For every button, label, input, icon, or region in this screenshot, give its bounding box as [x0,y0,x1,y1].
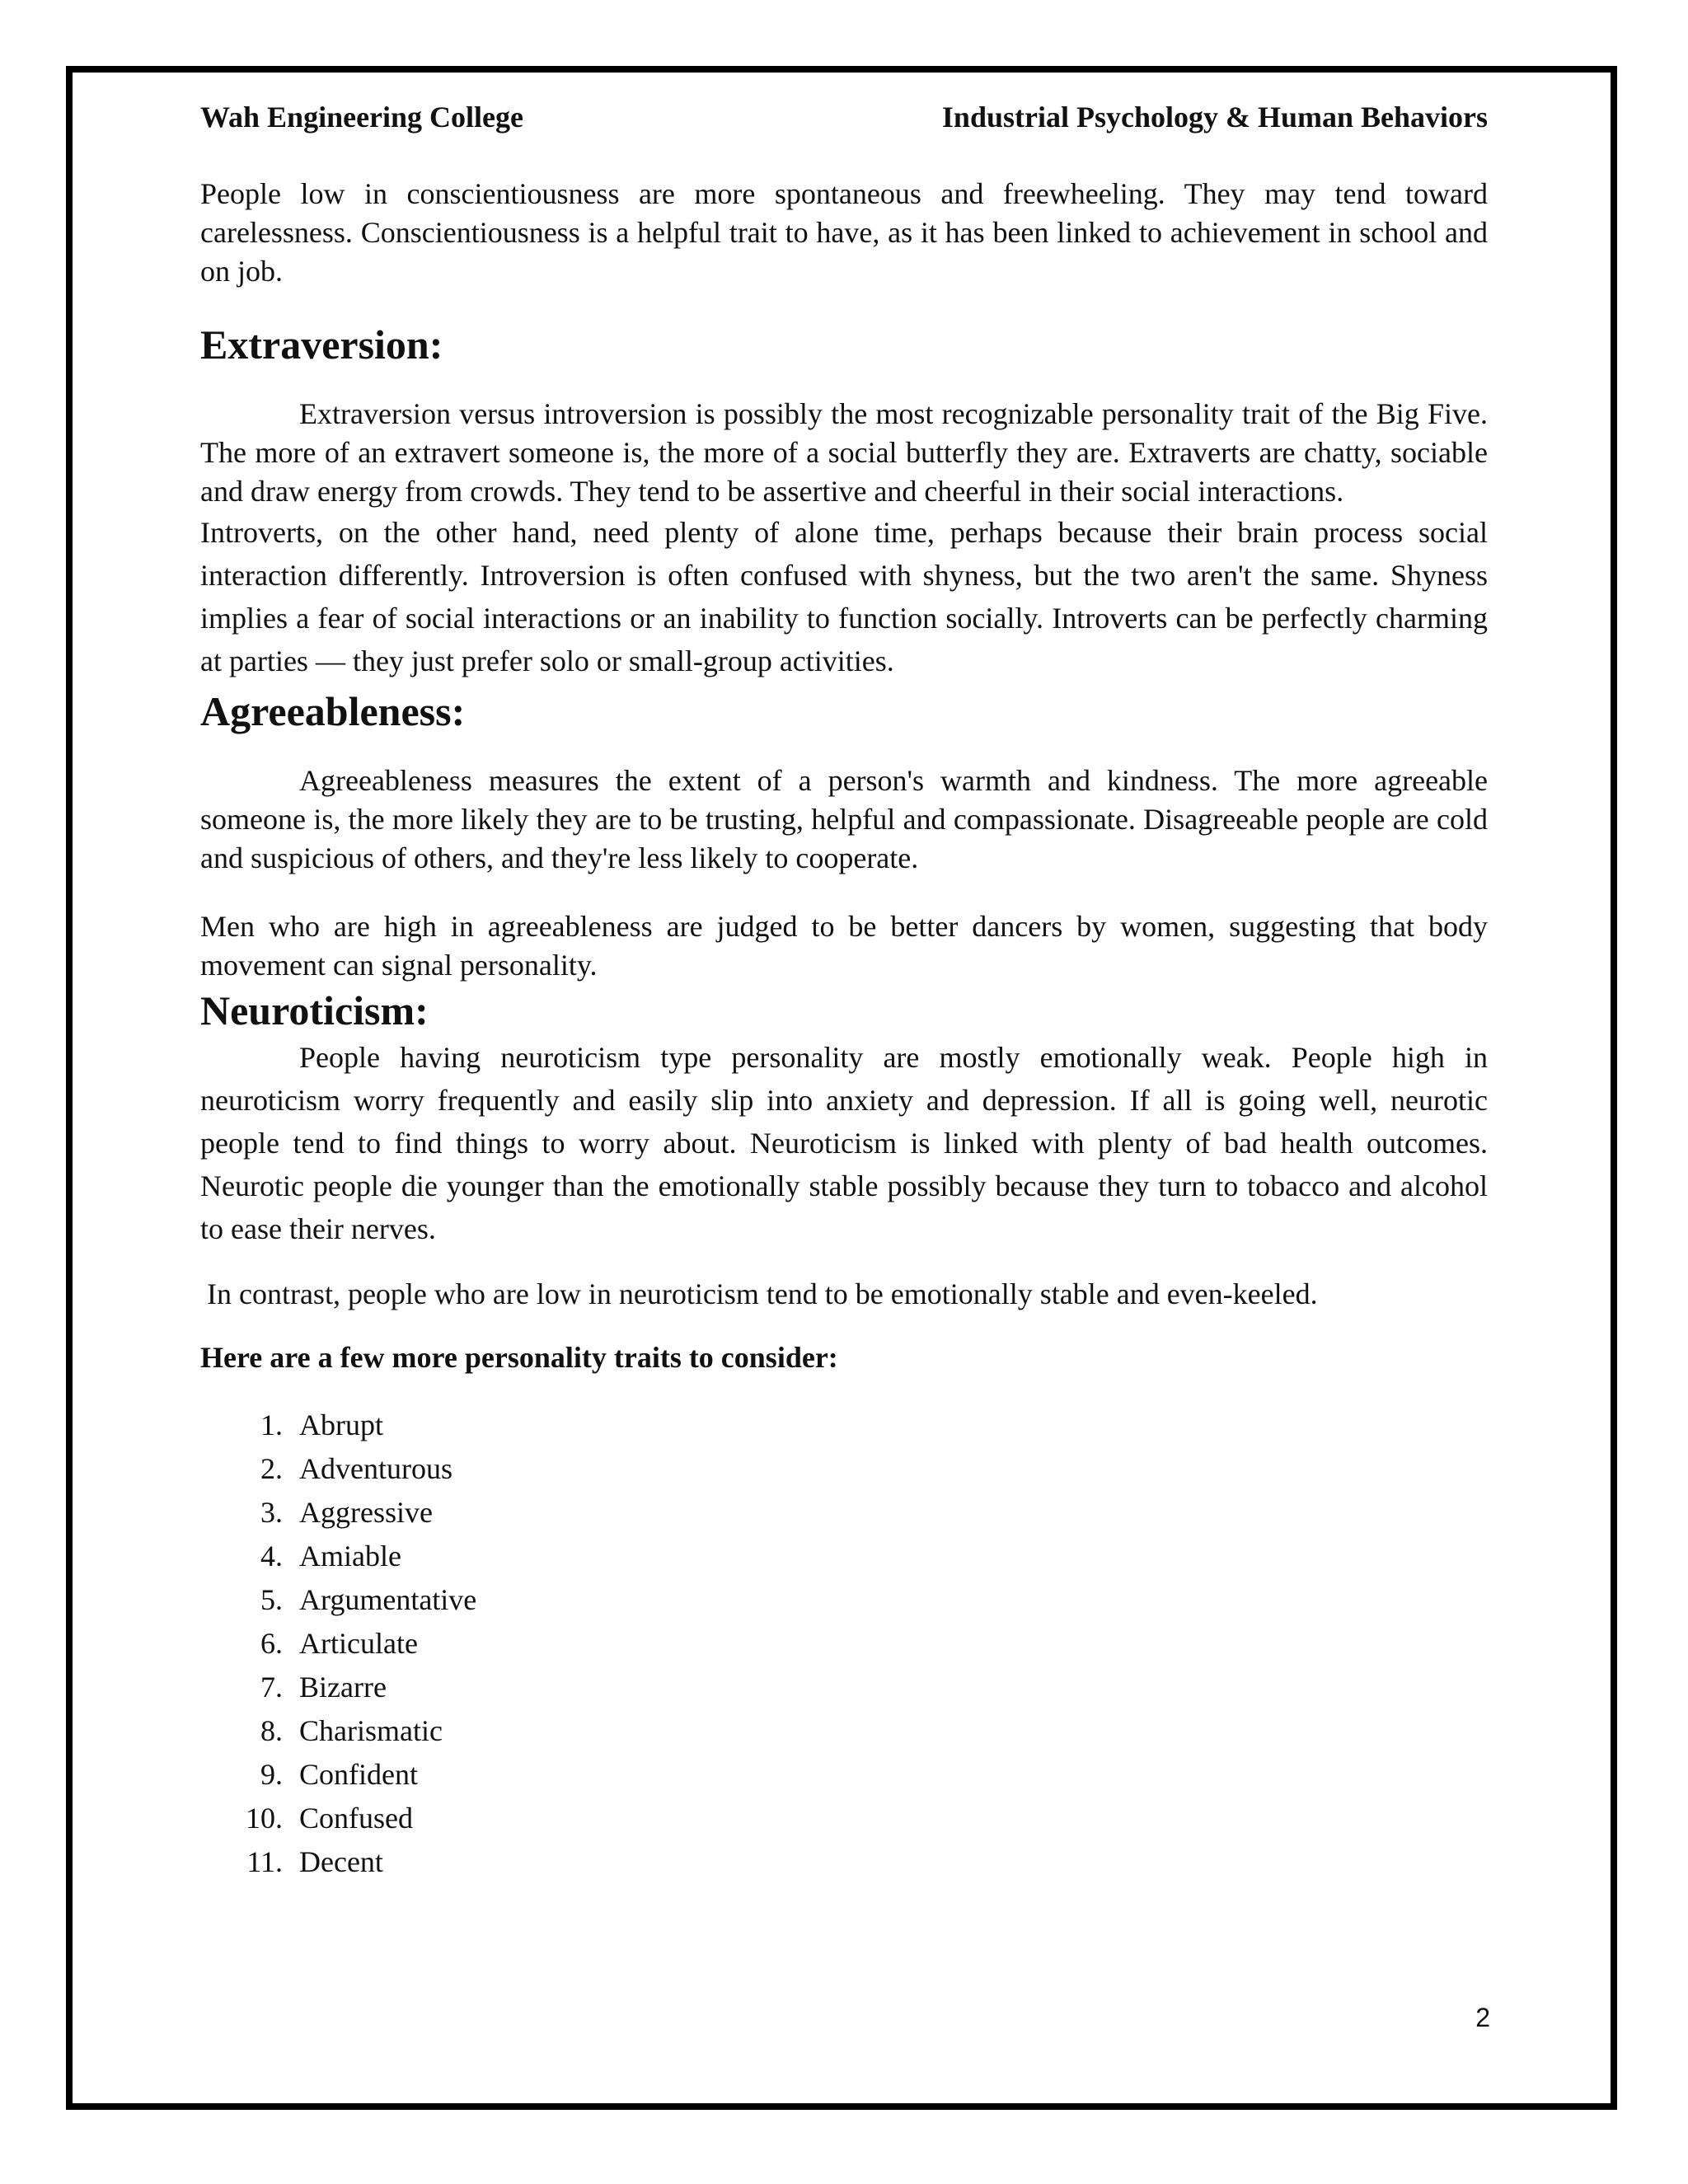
list-item [200,1797,1488,1840]
list-item-label: Argumentative [299,1583,477,1616]
list-item-number: 1. [260,1408,283,1441]
header-course: Industrial Psychology & Human Behaviors [941,101,1488,134]
list-item [200,1622,1488,1666]
neuroticism-paragraph-2: In contrast, people who are low in neuroticism tend to be emotionally stable and even-keeled. [207,1277,1318,1310]
agreeableness-paragraph-1: Agreeableness measures the extent of a person's warmth and kindness. The more agreeable someone is, the more likely they are to be trusting, helpful and compassionate. Disagreeable people are cold and suspicious of others, and they're less likely to cooperate. [200,764,1488,874]
list-item-label: Abrupt [299,1408,383,1441]
extraversion-paragraph-1: Extraversion versus introversion is possibly the most recognizable personality trait of the Big Five. The more of an extravert someone is, the more of a social butterfly they are. Extraverts are chatty, sociable and draw energy from crowds. They tend to be assertive and cheerful in their social interactions. [200,397,1488,508]
list-item [200,1491,1488,1535]
list-item-label: Articulate [299,1627,418,1660]
heading-neuroticism: Neuroticism: [200,987,429,1033]
list-item [200,1709,1488,1753]
header-institution: Wah Engineering College [200,101,524,134]
list-item-number: 8. [260,1714,283,1747]
list-item-number: 9. [260,1758,283,1791]
list-item-label: Adventurous [299,1452,452,1485]
page-header [200,97,1488,137]
traits-list [200,1404,1488,1884]
list-item-number: 5. [260,1583,283,1616]
page-number: 2 [1475,2003,1490,2032]
list-item [200,1535,1488,1578]
page-content [200,97,1488,1884]
list-item [200,1447,1488,1491]
extraversion-paragraph-2: Introverts, on the other hand, need plenty of alone time, perhaps because their brain process social interaction differently. Introversion is often confused with shyness, but the two aren't the same. Shyness implies a fear of social interactions or an inability to function socially. Introverts can be perfectly charming at parties — they just prefer solo or small-group activities. [200,516,1488,677]
list-item-number: 11. [246,1845,283,1878]
list-item-label: Charismatic [299,1714,443,1747]
list-item-number: 7. [260,1671,283,1704]
list-item [200,1578,1488,1622]
list-item [200,1753,1488,1797]
list-item-label: Decent [299,1845,383,1878]
list-item-label: Amiable [299,1540,401,1572]
list-item-label: Bizarre [299,1671,387,1704]
list-item-label: Aggressive [299,1496,433,1529]
list-item-number: 6. [260,1627,283,1660]
heading-agreeableness: Agreeableness: [200,688,466,734]
list-item [200,1840,1488,1884]
heading-extraversion: Extraversion: [200,321,443,368]
neuroticism-paragraph-1: People having neuroticism type personality are mostly emotionally weak. People high in neuroticism worry frequently and easily slip into anxiety and depression. If all is going well, neurotic people tend to find things to worry about. Neuroticism is linked with plenty of bad health outcomes. Neurotic people die younger than the emotionally stable possibly because they turn to tobacco and alcohol to ease their nerves. [200,1041,1488,1245]
list-item-number: 3. [260,1496,283,1529]
list-item [200,1404,1488,1447]
list-item-label: Confused [299,1802,413,1835]
intro-paragraph: People low in conscientiousness are more spontaneous and freewheeling. They may tend toward carelessness. Conscientiousness is a helpful trait to have, as it has been linked to achievement in school and on job. [200,177,1488,288]
list-item-number: 10. [246,1802,283,1835]
list-item-label: Confident [299,1758,418,1791]
list-item [200,1666,1488,1709]
traits-intro: Here are a few more personality traits to consider: [200,1341,838,1374]
list-item-number: 4. [260,1540,283,1572]
agreeableness-paragraph-2: Men who are high in agreeableness are judged to be better dancers by women, suggesting that body movement can signal personality. [200,910,1488,982]
list-item-number: 2. [260,1452,283,1485]
